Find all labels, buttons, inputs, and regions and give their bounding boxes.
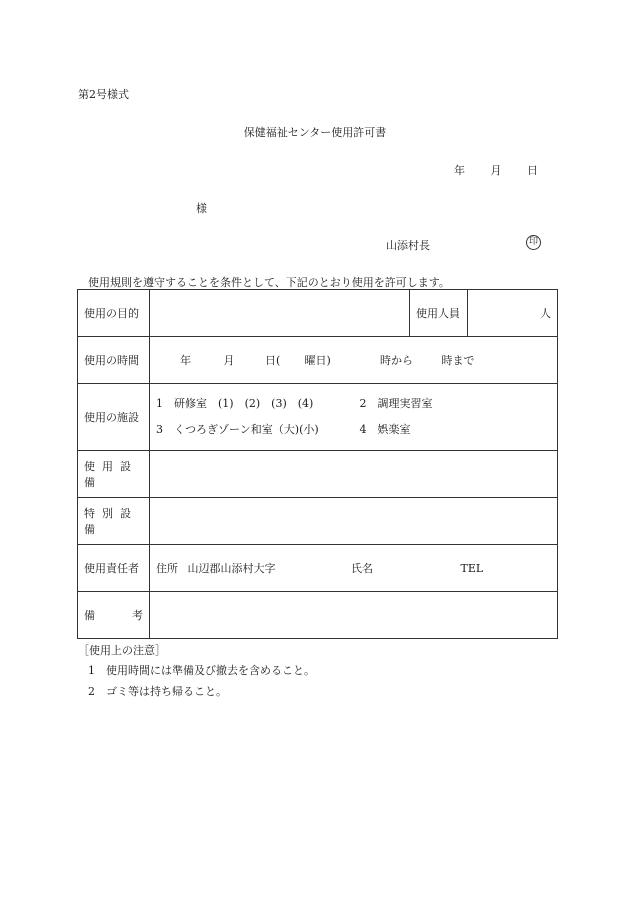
time-value[interactable] (150, 337, 558, 384)
row-facility (78, 384, 558, 451)
remarks-label-cell (78, 592, 150, 639)
tel-label: TEL (460, 562, 484, 575)
note-item: 2 ゴミ等は持ち帰ること。 (88, 685, 227, 698)
notes-header: ［使用上の注意］ (78, 644, 166, 657)
facility-label: 使用の施設 (78, 384, 150, 451)
time-year: 年 (180, 354, 191, 367)
row-purpose (78, 290, 558, 337)
issuer-name: 山添村長 (386, 239, 430, 252)
remarks-label-right: 考 (132, 609, 143, 622)
address-label: 住所 (156, 562, 178, 575)
row-remarks (78, 592, 558, 639)
facility-option-2: 2 調理実習室 (359, 397, 433, 410)
facility-option-3: 3 くつろぎゾーン和室（大)(小) (156, 423, 319, 436)
name-label: 氏名 (351, 562, 373, 575)
equipment-label: 使用設備 (78, 451, 150, 498)
facility-option-4: 4 娯楽室 (359, 423, 411, 436)
people-value[interactable] (468, 290, 558, 337)
time-until: 時まで (441, 354, 475, 367)
form-number: 第2号様式 (78, 88, 129, 101)
people-unit: 人 (540, 307, 551, 320)
row-time (78, 337, 558, 384)
time-weekday: 曜日) (304, 354, 331, 367)
responsible-label: 使用責任者 (78, 545, 150, 592)
date-line (454, 162, 538, 178)
facility-value[interactable] (150, 384, 558, 451)
note-item: 1 使用時間には準備及び撤去を含めること。 (88, 664, 315, 677)
time-label: 使用の時間 (78, 337, 150, 384)
special-equipment-value[interactable] (150, 498, 558, 545)
purpose-label: 使用の目的 (78, 290, 150, 337)
recipient-suffix: 様 (196, 202, 207, 215)
special-equipment-label: 特別設備 (78, 498, 150, 545)
remarks-label-left: 備 (84, 609, 95, 622)
purpose-value[interactable] (150, 290, 410, 337)
seal-mark: 印 (526, 235, 541, 250)
row-responsible (78, 545, 558, 592)
time-day: 日( (265, 354, 281, 367)
remarks-value[interactable] (150, 592, 558, 639)
facility-line-2 (156, 417, 551, 443)
row-equipment (78, 451, 558, 498)
document-title: 保健福祉センター使用許可書 (243, 126, 387, 139)
time-month: 月 (223, 354, 235, 367)
intro-text: 使用規則を遵守することを条件として、下記のとおり使用を許可します。 (88, 276, 450, 289)
facility-line-1 (156, 391, 551, 417)
date-day: 日 (527, 164, 538, 177)
address-value: 山辺郡山添村大字 (187, 562, 276, 575)
equipment-value[interactable] (150, 451, 558, 498)
time-from: 時から (380, 354, 413, 367)
date-month: 月 (490, 164, 502, 177)
people-label: 使用人員 (410, 290, 468, 337)
row-special-equipment (78, 498, 558, 545)
facility-option-1: 1 研修室 (1) (2) (3) (4) (156, 397, 314, 410)
date-year: 年 (454, 164, 465, 177)
permit-table (77, 289, 558, 639)
responsible-value[interactable] (150, 545, 558, 592)
